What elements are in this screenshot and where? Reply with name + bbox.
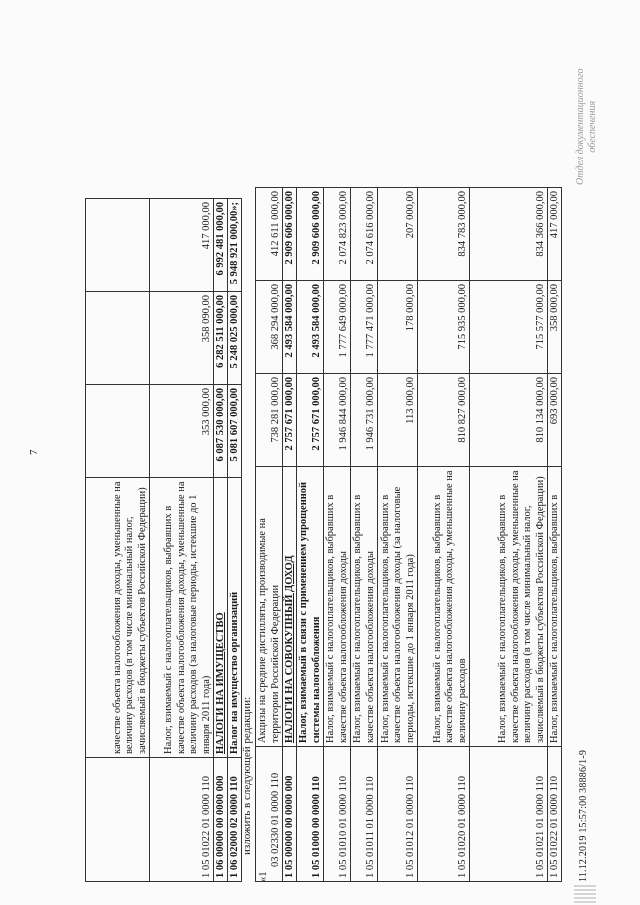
row-code: 1 05 01011 01 0000 110 bbox=[351, 747, 378, 882]
row-name: Налог на имущество организаций bbox=[228, 478, 242, 758]
instruction-text: изложить в следующей редакции: bbox=[241, 696, 253, 855]
table-row bbox=[150, 199, 214, 882]
value-2021: 417 000,00 bbox=[548, 188, 562, 281]
value-2019: 693 000,00 bbox=[548, 374, 562, 467]
value-2019: 1 946 844 000,00 bbox=[324, 374, 351, 467]
value-2019 bbox=[86, 385, 150, 478]
row-name: НАЛОГИ НА СОВОКУПНЫЙ ДОХОД bbox=[283, 467, 297, 747]
value-2020: 6 282 511 000,00 bbox=[214, 292, 228, 385]
value-2021: 834 783 000,00 bbox=[418, 188, 470, 281]
row-name: качестве объекта налогообложения доходы, уменьшенные на величину расходов (в том числе минимальный налог, зачисляемый в бюджеты субъектов Российской Федерации) bbox=[86, 478, 150, 758]
table-row bbox=[283, 188, 297, 882]
value-2020: 715 935 000,00 bbox=[418, 281, 470, 374]
row-code: 1 05 01010 01 0000 110 bbox=[324, 747, 351, 882]
table-row bbox=[378, 188, 418, 882]
row-name: Акцизы на средние дистилляты, производимые на территории Российской Федерации bbox=[256, 467, 283, 747]
value-2020: 368 294 000,00 bbox=[256, 281, 283, 374]
row-code: 1 05 01012 01 0000 110 bbox=[378, 747, 418, 882]
stamp-line-2: обеспечения bbox=[587, 100, 598, 153]
value-2019: 810 827 000,00 bbox=[418, 374, 470, 467]
row-code: 1 05 01000 00 0000 110 bbox=[297, 747, 324, 882]
value-2019: 5 081 607 000,00 bbox=[228, 385, 242, 478]
value-2020: 178 000,00 bbox=[378, 281, 418, 374]
value-2020: 5 248 025 000,00 bbox=[228, 292, 242, 385]
value-2020: 358 090,00 bbox=[150, 292, 214, 385]
table-row bbox=[324, 188, 351, 882]
value-2021: 207 000,00 bbox=[378, 188, 418, 281]
row-code: 1 05 00000 00 0000 000 bbox=[283, 747, 297, 882]
value-2021: 412 611 000,00 bbox=[256, 188, 283, 281]
table-row bbox=[470, 188, 548, 882]
revenue-table-new bbox=[255, 187, 562, 882]
value-2019: 2 757 671 000,00 bbox=[297, 374, 324, 467]
row-name: Налог, взимаемый с налогоплательщиков, выбравших в качестве объекта налогообложения доходы, уменьшенные на величину расходов (за налоговые периоды, истекшие до 1 января 2011 года) bbox=[150, 478, 214, 758]
row-name: Налог, взимаемый с налогоплательщиков, выбравших в качестве объекта налогообложения доходы bbox=[324, 467, 351, 747]
value-2021: 2 074 823 000,00 bbox=[324, 188, 351, 281]
table-row bbox=[214, 199, 228, 882]
value-2020: 2 493 584 000,00 bbox=[297, 281, 324, 374]
table-row bbox=[256, 188, 283, 882]
value-2021: 2 074 616 000,00 bbox=[351, 188, 378, 281]
value-2021: 5 948 921 000,00»; bbox=[228, 199, 242, 292]
value-2019: 1 946 731 000,00 bbox=[351, 374, 378, 467]
row-name: Налог, взимаемый с налогоплательщиков, выбравших в качестве объекта налогообложения доходы bbox=[351, 467, 378, 747]
row-code: 1 05 01022 01 0000 110 bbox=[150, 758, 214, 882]
footer-timestamp: 11.12.2019 15:57:00 38886/1-9 bbox=[578, 749, 589, 882]
value-2021: 2 909 606 000,00 bbox=[297, 188, 324, 281]
table-row bbox=[351, 188, 378, 882]
value-2019: 810 134 000,00 bbox=[470, 374, 548, 467]
value-2021: 6 992 481 000,00 bbox=[214, 199, 228, 292]
row-name: Налог, взимаемый с налогоплательщиков, выбравших в bbox=[548, 467, 562, 747]
value-2020: 2 493 584 000,00 bbox=[283, 281, 297, 374]
table-row bbox=[297, 188, 324, 882]
row-name: НАЛОГИ НА ИМУЩЕСТВО bbox=[214, 478, 228, 758]
value-2021: 2 909 606 000,00 bbox=[283, 188, 297, 281]
row-name: Налог, взимаемый в связи с применением упрощенной системы налогообложения bbox=[297, 467, 324, 747]
value-2021: 834 366 000,00 bbox=[470, 188, 548, 281]
value-2021 bbox=[86, 199, 150, 292]
value-2020: 358 000,00 bbox=[548, 281, 562, 374]
value-2021: 417 000,00 bbox=[150, 199, 214, 292]
value-2019: 2 757 671 000,00 bbox=[283, 374, 297, 467]
table-row bbox=[86, 199, 150, 882]
row-name: Налог, взимаемый с налогоплательщиков, выбравших в качестве объекта налогообложения доходы, уменьшенные на величину расходов (в том числе минимальный налог, зачисляемый в бюджеты субъектов Российской Федерации) bbox=[470, 467, 548, 747]
quote-prefix: «1 bbox=[258, 871, 269, 882]
value-2020: 1 777 649 000,00 bbox=[324, 281, 351, 374]
value-2019: 353 000,00 bbox=[150, 385, 214, 478]
value-2020: 1 777 471 000,00 bbox=[351, 281, 378, 374]
value-2020 bbox=[86, 292, 150, 385]
page-number: 7 bbox=[28, 449, 40, 455]
stamp-line-1: Отдел документационного bbox=[575, 68, 586, 185]
table-row bbox=[548, 188, 562, 882]
value-2020: 715 577 000,00 bbox=[470, 281, 548, 374]
row-code: 1 05 01020 01 0000 110 bbox=[418, 747, 470, 882]
row-code: 1 05 01021 01 0000 110 bbox=[470, 747, 548, 882]
revenue-table-old bbox=[85, 198, 242, 882]
table-row bbox=[228, 199, 242, 882]
value-2019: 6 087 530 000,00 bbox=[214, 385, 228, 478]
barcode-mark bbox=[574, 885, 596, 903]
row-code bbox=[86, 758, 150, 882]
value-2019: 113 000,00 bbox=[378, 374, 418, 467]
value-2019: 738 281 000,00 bbox=[256, 374, 283, 467]
row-code: 1 06 02000 02 0000 110 bbox=[228, 758, 242, 882]
row-code: 03 02330 01 0000 110 bbox=[256, 747, 283, 882]
row-code: 1 06 00000 00 0000 000 bbox=[214, 758, 228, 882]
row-name: Налог, взимаемый с налогоплательщиков, выбравших в качестве объекта налогообложения доходы, уменьшенные на величину расходов bbox=[418, 467, 470, 747]
department-stamp bbox=[575, 68, 599, 185]
table-row bbox=[418, 188, 470, 882]
row-name: Налог, взимаемый с налогоплательщиков, выбравших в качестве объекта налогообложения доходы (за налоговые периоды, истекшие до 1 января 2011 года) bbox=[378, 467, 418, 747]
row-code: 1 05 01022 01 0000 110 bbox=[548, 747, 562, 882]
